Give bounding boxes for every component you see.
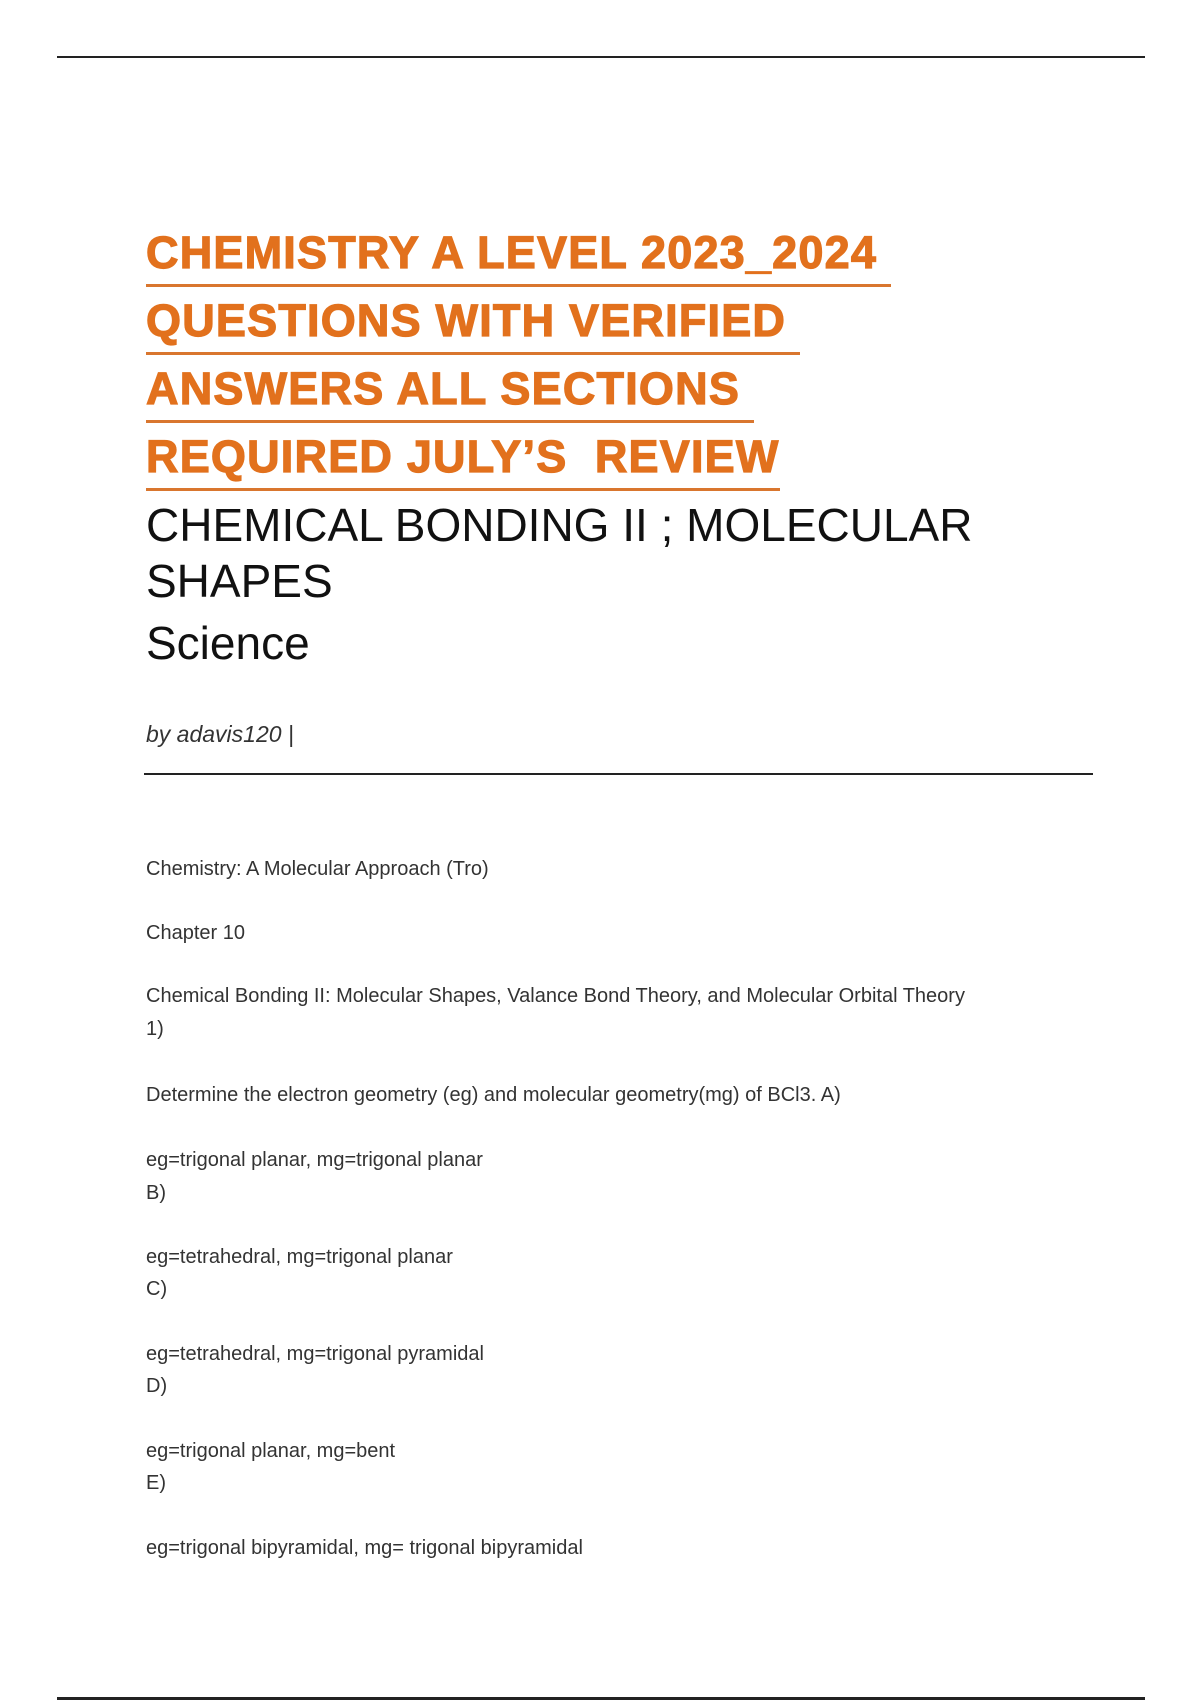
option-e-label: E) xyxy=(146,1472,166,1494)
option-c-label: C) xyxy=(146,1278,168,1300)
document-subtitle: CHEMICAL BONDING II ; MOLECULAR SHAPES xyxy=(146,499,973,607)
title-line-3: ANSWERS ALL SECTIONS xyxy=(146,362,754,423)
document-title xyxy=(146,226,891,498)
chapter-title: Chemical Bonding II: Molecular Shapes, Valance Bond Theory, and Molecular Orbital Theory xyxy=(146,985,965,1007)
chapter-number: Chapter 10 xyxy=(146,922,245,944)
option-e-text: eg=trigonal bipyramidal, mg= trigonal bipyramidal xyxy=(146,1537,583,1559)
title-line-2: QUESTIONS WITH VERIFIED xyxy=(146,294,800,355)
section-divider xyxy=(144,773,1093,775)
title-line-4: REQUIRED JULY’S REVIEW xyxy=(146,430,780,491)
book-title: Chemistry: A Molecular Approach (Tro) xyxy=(146,858,489,880)
document-author: by adavis120 | xyxy=(146,721,294,747)
title-line-1: CHEMISTRY A LEVEL 2023_2024 xyxy=(146,226,891,287)
option-d-label: D) xyxy=(146,1375,168,1397)
question-number: 1) xyxy=(146,1018,164,1040)
option-b-label: B) xyxy=(146,1182,166,1204)
option-c-text: eg=tetrahedral, mg=trigonal pyramidal xyxy=(146,1343,484,1365)
option-b-text: eg=tetrahedral, mg=trigonal planar xyxy=(146,1246,453,1268)
option-d-text: eg=trigonal planar, mg=bent xyxy=(146,1440,396,1462)
question-text: Determine the electron geometry (eg) and molecular geometry(mg) of BCl3. A) xyxy=(146,1084,841,1106)
document-category: Science xyxy=(146,617,310,669)
option-a-text: eg=trigonal planar, mg=trigonal planar xyxy=(146,1149,483,1171)
top-border-rule xyxy=(57,56,1145,58)
